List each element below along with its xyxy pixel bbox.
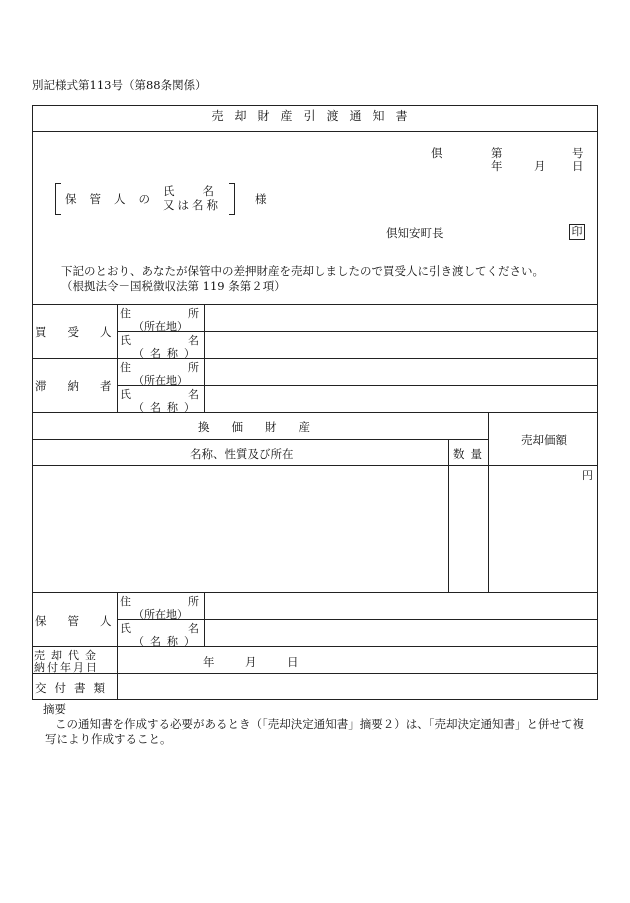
- property-description-field[interactable]: [34, 467, 446, 590]
- title-divider: [32, 131, 598, 132]
- col-line-price: [488, 412, 489, 592]
- converted-property-header: 換価財産: [198, 420, 332, 434]
- payment-date-day: 日: [287, 655, 299, 669]
- doc-number-go: 号: [572, 146, 584, 160]
- payment-date-label-bottom: 納付年月日: [34, 661, 99, 674]
- documents-label: 交付書類: [35, 681, 113, 695]
- yen-unit: 円: [582, 469, 593, 482]
- buyer-address-sub: （所在地）: [133, 320, 188, 333]
- notice-line-1: 下記のとおり、あなたが保管中の差押財産を売却しましたので買受人に引き渡してください。: [61, 264, 544, 278]
- notice-line-2: （根拠法令－国税徴収法第 119 条第２項）: [61, 279, 286, 293]
- sale-price-header: 売却価額: [521, 433, 567, 447]
- property-subheader-line: [32, 465, 598, 466]
- payment-date-year: 年: [203, 655, 215, 669]
- custodian-label: 保管人: [35, 614, 133, 628]
- custodian-address-sub: （所在地）: [133, 608, 188, 621]
- delinquent-name-field[interactable]: [206, 387, 596, 411]
- col-line-label-2: [117, 592, 118, 700]
- addressee-role: 保管人の: [65, 192, 163, 206]
- form-title: 売却財産引渡通知書: [211, 109, 419, 123]
- addressee-bracket-right: [229, 183, 235, 215]
- col-line-quantity: [448, 439, 449, 592]
- property-description-header: 名称、性質及び所在: [190, 447, 294, 461]
- addressee-name-top: 氏名: [163, 184, 242, 198]
- issuer-name: 倶知安町長: [386, 226, 444, 240]
- custodian-name-field[interactable]: [206, 621, 596, 645]
- buyer-address-field[interactable]: [206, 306, 596, 330]
- buyer-label: 買受人: [35, 325, 133, 339]
- doc-date-day: 日: [572, 159, 584, 173]
- addressee-honorific: 様: [255, 192, 267, 206]
- sale-price-field[interactable]: [490, 480, 596, 590]
- delinquent-name-sub: （名称）: [133, 401, 201, 414]
- addressee-name-bottom: 又は名称: [163, 198, 221, 212]
- property-header-line: [32, 439, 488, 440]
- payment-date-label-top: 売却代金: [34, 649, 102, 662]
- delinquent-bottom-line: [32, 412, 598, 413]
- quantity-field[interactable]: [450, 467, 486, 590]
- custodian-address-label: 住所: [120, 595, 256, 608]
- delinquent-address-field[interactable]: [206, 360, 596, 384]
- documents-field[interactable]: [120, 675, 596, 698]
- remarks-heading: 摘要: [43, 702, 66, 716]
- buyer-name-label: 氏名: [120, 334, 256, 347]
- custodian-name-sub: （名称）: [133, 635, 201, 648]
- delinquent-label: 滞納者: [35, 379, 133, 393]
- col-line-label-1: [117, 304, 118, 412]
- buyer-name-sub: （名称）: [133, 347, 201, 360]
- delinquent-address-sub: （所在地）: [133, 374, 188, 387]
- quantity-header: 数量: [453, 447, 488, 461]
- doc-number-dai: 第: [491, 146, 503, 160]
- remarks-line-1: この通知書を作成する必要があるとき（「売却決定通知書」摘要２）は、「売却決定通知書」と併せて複: [55, 717, 584, 731]
- doc-date-month: 月: [534, 159, 546, 173]
- doc-number-prefix: 倶: [431, 146, 443, 160]
- seal-icon: 印: [569, 224, 585, 240]
- custodian-address-field[interactable]: [206, 594, 596, 618]
- payment-date-month: 月: [245, 655, 257, 669]
- buyer-address-label: 住所: [120, 307, 256, 320]
- delinquent-address-label: 住所: [120, 361, 256, 374]
- addressee-bracket-left: [55, 183, 61, 215]
- form-reference: 別記様式第113号（第88条関係）: [32, 78, 207, 92]
- doc-date-year: 年: [491, 159, 503, 173]
- delinquent-name-label: 氏名: [120, 388, 256, 401]
- custodian-name-label: 氏名: [120, 622, 256, 635]
- remarks-line-2: 写により作成すること。: [45, 732, 172, 746]
- buyer-name-field[interactable]: [206, 333, 596, 357]
